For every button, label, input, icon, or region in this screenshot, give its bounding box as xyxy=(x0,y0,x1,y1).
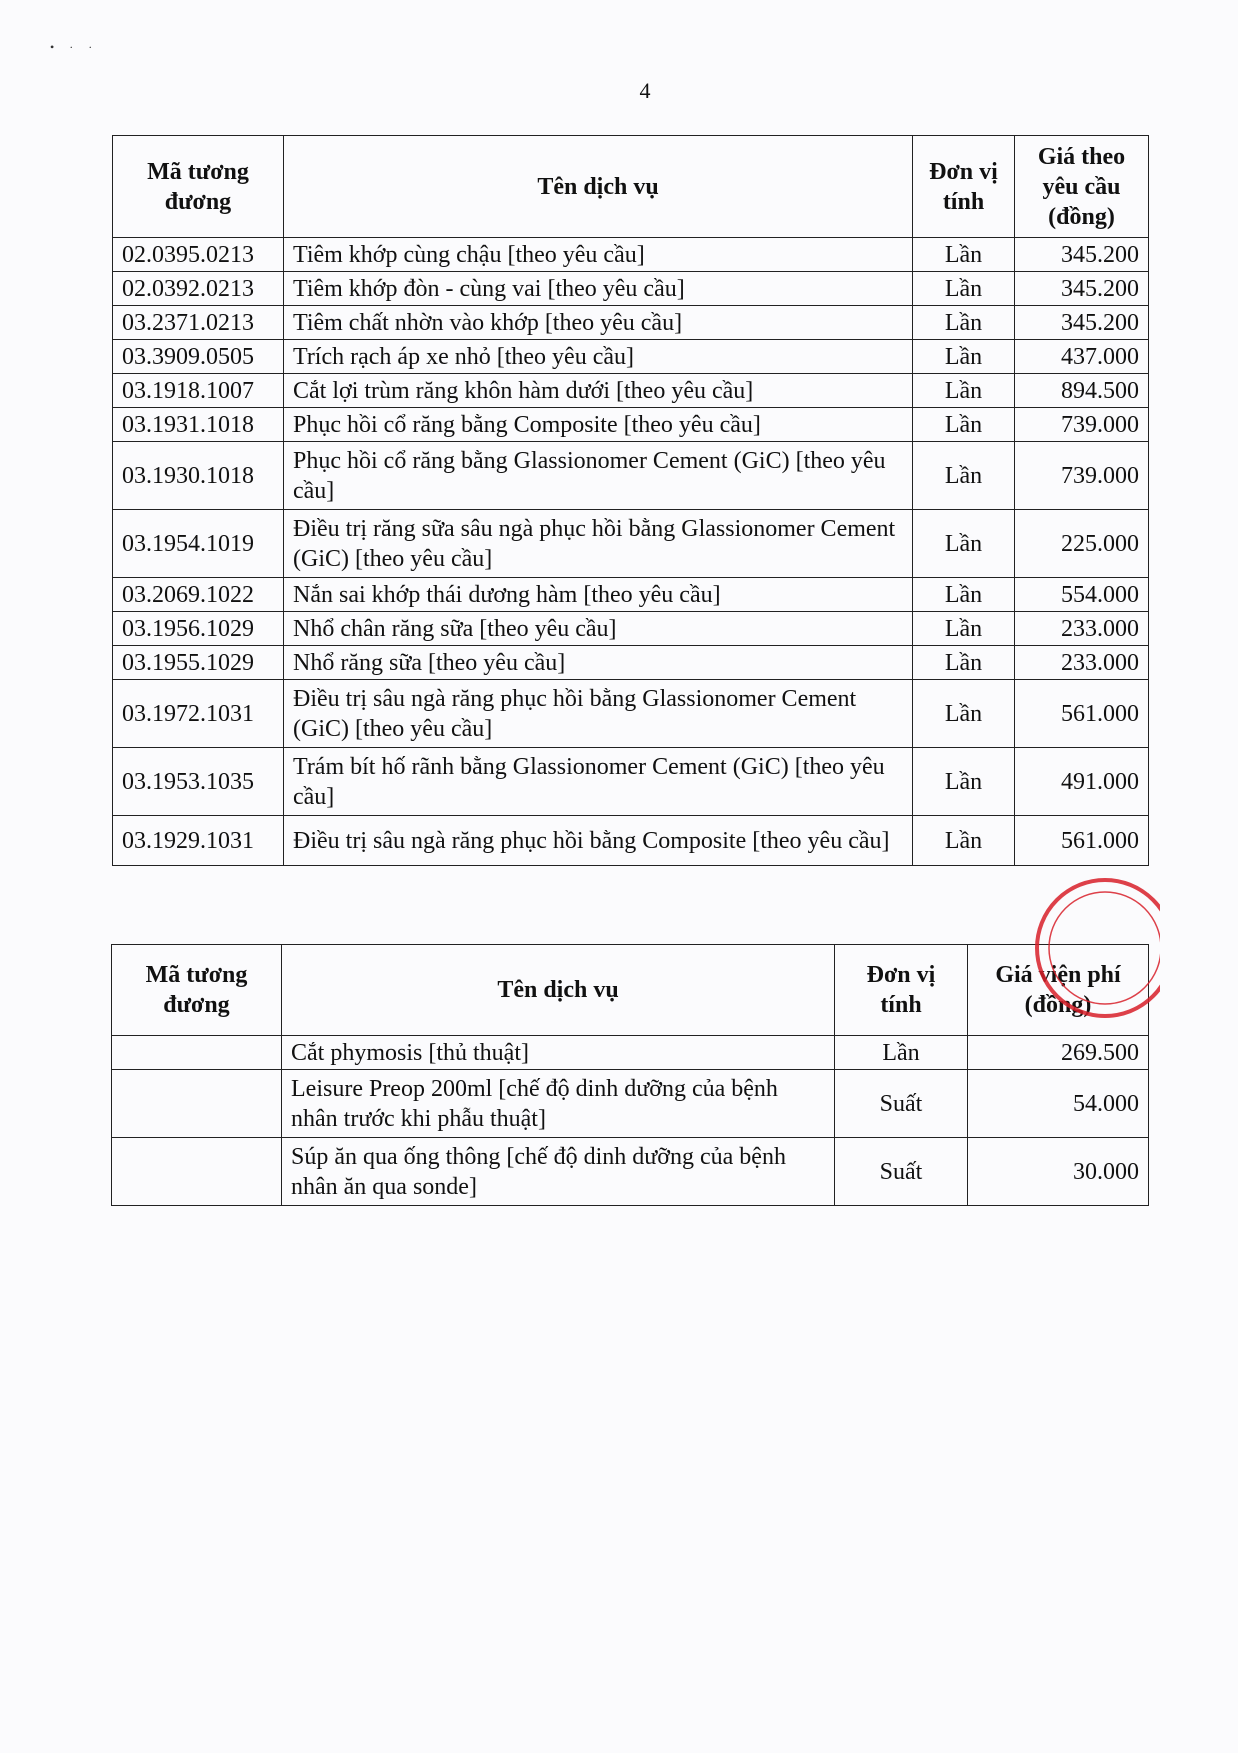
table-row xyxy=(113,510,1149,578)
table-row xyxy=(113,238,1149,272)
unit-cell: Lần xyxy=(913,612,1015,646)
table-header-row xyxy=(113,136,1149,238)
code-cell xyxy=(112,1070,282,1138)
code-cell: 03.1956.1029 xyxy=(113,612,284,646)
service-name-cell: Cắt phymosis [thủ thuật] xyxy=(282,1036,835,1070)
service-price-table-on-request xyxy=(112,135,1149,866)
table-row xyxy=(113,340,1149,374)
service-name-cell: Phục hồi cổ răng bằng Composite [theo yêu cầu] xyxy=(284,408,913,442)
unit-cell: Lần xyxy=(913,816,1015,866)
price-cell: 225.000 xyxy=(1015,510,1149,578)
service-name-cell: Điều trị sâu ngà răng phục hồi bằng Composite [theo yêu cầu] xyxy=(284,816,913,866)
table-row xyxy=(113,272,1149,306)
service-name-cell: Tiêm khớp đòn - cùng vai [theo yêu cầu] xyxy=(284,272,913,306)
price-cell: 345.200 xyxy=(1015,306,1149,340)
table-row xyxy=(113,748,1149,816)
table-row xyxy=(113,612,1149,646)
price-cell: 894.500 xyxy=(1015,374,1149,408)
service-name-cell: Leisure Preop 200ml [chế độ dinh dưỡng của bệnh nhân trước khi phẫu thuật] xyxy=(282,1070,835,1138)
price-cell: 345.200 xyxy=(1015,238,1149,272)
service-name-cell: Điều trị răng sữa sâu ngà phục hồi bằng Glassionomer Cement (GiC) [theo yêu cầu] xyxy=(284,510,913,578)
price-cell: 54.000 xyxy=(968,1070,1149,1138)
unit-cell: Lần xyxy=(913,748,1015,816)
service-name-cell: Nắn sai khớp thái dương hàm [theo yêu cầu] xyxy=(284,578,913,612)
price-cell: 437.000 xyxy=(1015,340,1149,374)
price-cell: 561.000 xyxy=(1015,680,1149,748)
header-service-name: Tên dịch vụ xyxy=(284,136,913,238)
header-unit: Đơn vị tính xyxy=(913,136,1015,238)
table-header-row xyxy=(112,945,1149,1036)
service-name-cell: Súp ăn qua ống thông [chế độ dinh dưỡng của bệnh nhân ăn qua sonde] xyxy=(282,1138,835,1206)
table-row xyxy=(112,1138,1149,1206)
code-cell: 03.1931.1018 xyxy=(113,408,284,442)
unit-cell: Suất xyxy=(835,1070,968,1138)
code-cell: 03.1954.1019 xyxy=(113,510,284,578)
page-number: 4 xyxy=(639,78,651,103)
unit-cell: Lần xyxy=(913,578,1015,612)
service-name-cell: Điều trị sâu ngà răng phục hồi bằng Glassionomer Cement (GiC) [theo yêu cầu] xyxy=(284,680,913,748)
table-body xyxy=(113,238,1149,866)
table-row xyxy=(113,816,1149,866)
unit-cell: Lần xyxy=(913,510,1015,578)
unit-cell: Lần xyxy=(913,340,1015,374)
service-name-cell: Tiêm khớp cùng chậu [theo yêu cầu] xyxy=(284,238,913,272)
price-cell: 739.000 xyxy=(1015,408,1149,442)
price-cell: 30.000 xyxy=(968,1138,1149,1206)
code-cell: 03.2069.1022 xyxy=(113,578,284,612)
code-cell xyxy=(112,1036,282,1070)
code-cell: 03.3909.0505 xyxy=(113,340,284,374)
unit-cell: Lần xyxy=(913,408,1015,442)
header-price: Giá viện phí (đồng) xyxy=(968,945,1149,1036)
unit-cell: Lần xyxy=(913,646,1015,680)
table-row xyxy=(113,408,1149,442)
code-cell: 03.1930.1018 xyxy=(113,442,284,510)
unit-cell: Lần xyxy=(913,272,1015,306)
table-row xyxy=(112,1036,1149,1070)
service-name-cell: Trám bít hố rãnh bằng Glassionomer Cement (GiC) [theo yêu cầu] xyxy=(284,748,913,816)
code-cell: 02.0392.0213 xyxy=(113,272,284,306)
code-cell: 03.1953.1035 xyxy=(113,748,284,816)
price-cell: 269.500 xyxy=(968,1036,1149,1070)
header-code: Mã tương đương xyxy=(113,136,284,238)
price-cell: 739.000 xyxy=(1015,442,1149,510)
service-name-cell: Cắt lợi trùm răng khôn hàm dưới [theo yêu cầu] xyxy=(284,374,913,408)
unit-cell: Lần xyxy=(913,442,1015,510)
price-cell: 554.000 xyxy=(1015,578,1149,612)
unit-cell: Suất xyxy=(835,1138,968,1206)
service-name-cell: Nhổ chân răng sữa [theo yêu cầu] xyxy=(284,612,913,646)
code-cell: 02.0395.0213 xyxy=(113,238,284,272)
table-row xyxy=(113,306,1149,340)
header-code: Mã tương đương xyxy=(112,945,282,1036)
price-cell: 233.000 xyxy=(1015,646,1149,680)
table-row xyxy=(113,578,1149,612)
table-row xyxy=(113,442,1149,510)
code-cell: 03.1972.1031 xyxy=(113,680,284,748)
header-price: Giá theo yêu cầu (đồng) xyxy=(1015,136,1149,238)
header-unit: Đơn vị tính xyxy=(835,945,968,1036)
price-cell: 491.000 xyxy=(1015,748,1149,816)
price-cell: 233.000 xyxy=(1015,612,1149,646)
code-cell: 03.1929.1031 xyxy=(113,816,284,866)
table-body xyxy=(112,1036,1149,1206)
unit-cell: Lần xyxy=(913,374,1015,408)
service-price-table-hospital-fee xyxy=(111,944,1149,1206)
service-name-cell: Nhổ răng sữa [theo yêu cầu] xyxy=(284,646,913,680)
table-row xyxy=(113,646,1149,680)
code-cell: 03.1955.1029 xyxy=(113,646,284,680)
service-name-cell: Tiêm chất nhờn vào khớp [theo yêu cầu] xyxy=(284,306,913,340)
code-cell: 03.1918.1007 xyxy=(113,374,284,408)
service-name-cell: Phục hồi cổ răng bằng Glassionomer Cement (GiC) [theo yêu cầu] xyxy=(284,442,913,510)
unit-cell: Lần xyxy=(835,1036,968,1070)
header-service-name: Tên dịch vụ xyxy=(282,945,835,1036)
unit-cell: Lần xyxy=(913,680,1015,748)
service-name-cell: Trích rạch áp xe nhỏ [theo yêu cầu] xyxy=(284,340,913,374)
table-row xyxy=(113,374,1149,408)
scan-speck: • · · xyxy=(50,40,99,54)
price-cell: 345.200 xyxy=(1015,272,1149,306)
table-row xyxy=(112,1070,1149,1138)
unit-cell: Lần xyxy=(913,238,1015,272)
code-cell xyxy=(112,1138,282,1206)
unit-cell: Lần xyxy=(913,306,1015,340)
table-row xyxy=(113,680,1149,748)
price-cell: 561.000 xyxy=(1015,816,1149,866)
code-cell: 03.2371.0213 xyxy=(113,306,284,340)
